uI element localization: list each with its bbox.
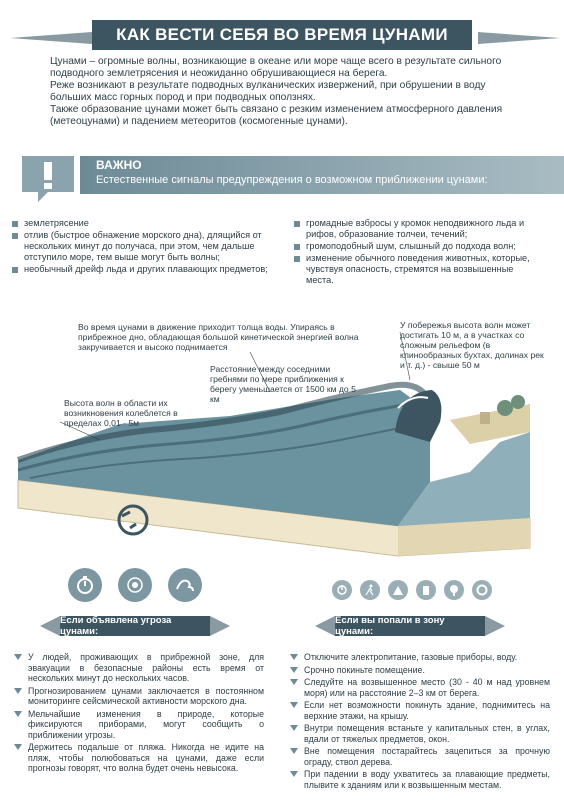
tsunami-wave-icon xyxy=(168,568,202,602)
left-section-list xyxy=(12,652,264,776)
list-item: Прогнозированием цунами заключается в постоянном мониторинге сейсмической активности морского дна. xyxy=(12,686,264,707)
right-section-list xyxy=(288,652,550,792)
list-item: отлив (быстрое обнажение морского дна), длящийся от нескольких минут до получаса, при этом, чем дальше отступило море, тем выше могут быть волны; xyxy=(10,230,272,263)
signals-left-column xyxy=(10,218,272,276)
signals-right-column xyxy=(292,218,542,287)
list-item: Мельчайшие изменения в природе, которые фиксируются приборами, могут сообщить о приближении угрозы. xyxy=(12,709,264,741)
intro-paragraph-2: Реже возникают в результате подводных вулканических извержений, при обрушении в воду больших масс горных пород и при подводных оползнях. xyxy=(50,80,486,103)
title-banner xyxy=(0,20,564,54)
list-item: необычный дрейф льда и других плавающих предметов; xyxy=(10,264,272,275)
radio-wave-icon xyxy=(118,568,152,602)
important-block xyxy=(0,148,564,218)
important-subtitle: Естественные сигналы предупреждения о возможном приближении цунами: xyxy=(96,174,488,186)
list-item: громоподобный шум, слышный до подхода волн; xyxy=(292,241,542,252)
building-icon xyxy=(416,580,436,600)
diagram-label-motion: Во время цунами в движение приходит толща воды. Упираясь в прибрежное дно, обладающая большой кинетической энергией волна закручивается и высоко поднимается xyxy=(78,322,359,352)
tree-icon xyxy=(444,580,464,600)
list-item: землетрясение xyxy=(10,218,272,229)
list-item: У людей, проживающих в прибрежной зоне, для эвакуации в безопасные районы есть время от нескольких минут до нескольких часов. xyxy=(12,652,264,684)
list-item: изменение обычного поведения животных, которые, чувствуя опасность, стремятся на возвышенные места. xyxy=(292,253,542,286)
list-item: Вне помещения постарайтесь зацепиться за прочную ограду, ствол дерева. xyxy=(288,746,550,767)
right-section-title: Если вы попали в зону цунами: xyxy=(335,616,485,636)
list-item: Срочно покиньте помещение. xyxy=(288,665,550,676)
intro-paragraph-3: Также образование цунами может быть связано с резким изменением атмосферного давления (метеоцунами) и падением метеоритов (космогенные цунами). xyxy=(50,104,503,127)
list-item: Отключите электропитание, газовые приборы, воду. xyxy=(288,652,550,663)
list-item: Внутри помещения встаньте у капитальных стен, в углах, вдали от тяжелых предметов, окон. xyxy=(288,723,550,744)
diagram-label-distance: Расстояние между соседними гребнями по мере приближения к берегу уменьшается от 1500 км до 5 км xyxy=(210,364,356,404)
running-person-icon xyxy=(360,580,380,600)
list-item: При падении в воду ухватитесь за плавающие предметы, плывите к зданиям или к возвышенным местам. xyxy=(288,769,550,790)
diagram-label-height: Высота волн в области их возникновения колеблется в пределах 0,01 - 5м xyxy=(64,398,178,428)
intro-paragraph-1: Цунами – огромные волны, возникающие в океане или море чаще всего в результате сильного подводного землетрясения и неожиданно обрушивающиеся на берега. xyxy=(50,56,502,79)
tsunami-diagram xyxy=(0,312,564,562)
important-title: ВАЖНО xyxy=(96,158,142,172)
page-title: КАК ВЕСТИ СЕБЯ ВО ВРЕМЯ ЦУНАМИ xyxy=(92,20,472,50)
banner-left-ribbon xyxy=(10,32,92,44)
list-item: Если нет возможности покинуть здание, поднимитесь на верхние этажи, на крышу. xyxy=(288,700,550,721)
diagram-label-coast: У побережья высота волн может достигать 10 м, а в участках со сложным рельефом (в клинообразных бухтах, долинах рек и т. д.) - свыше 50 м xyxy=(400,320,544,370)
intro-text xyxy=(50,56,520,128)
life-ring-icon xyxy=(472,580,492,600)
mountain-icon xyxy=(388,580,408,600)
stopwatch-icon xyxy=(68,568,102,602)
left-section-title: Если объявлена угроза цунами: xyxy=(60,616,210,636)
list-item: Следуйте на возвышенное место (30 - 40 м над уровнем моря) или на расстояние 2–3 км от берега. xyxy=(288,677,550,698)
list-item: Держитесь подальше от пляжа. Никогда не идите на пляж, чтобы полюбоваться на цунами, даже если прогнозы говорят, что волна будет очень невысока. xyxy=(12,742,264,774)
exclamation-icon xyxy=(18,148,78,204)
power-off-icon xyxy=(332,580,352,600)
banner-right-ribbon xyxy=(478,32,560,44)
list-item: громадные взбросы у кромок неподвижного льда и рифов, образование толчеи, течений; xyxy=(292,218,542,240)
